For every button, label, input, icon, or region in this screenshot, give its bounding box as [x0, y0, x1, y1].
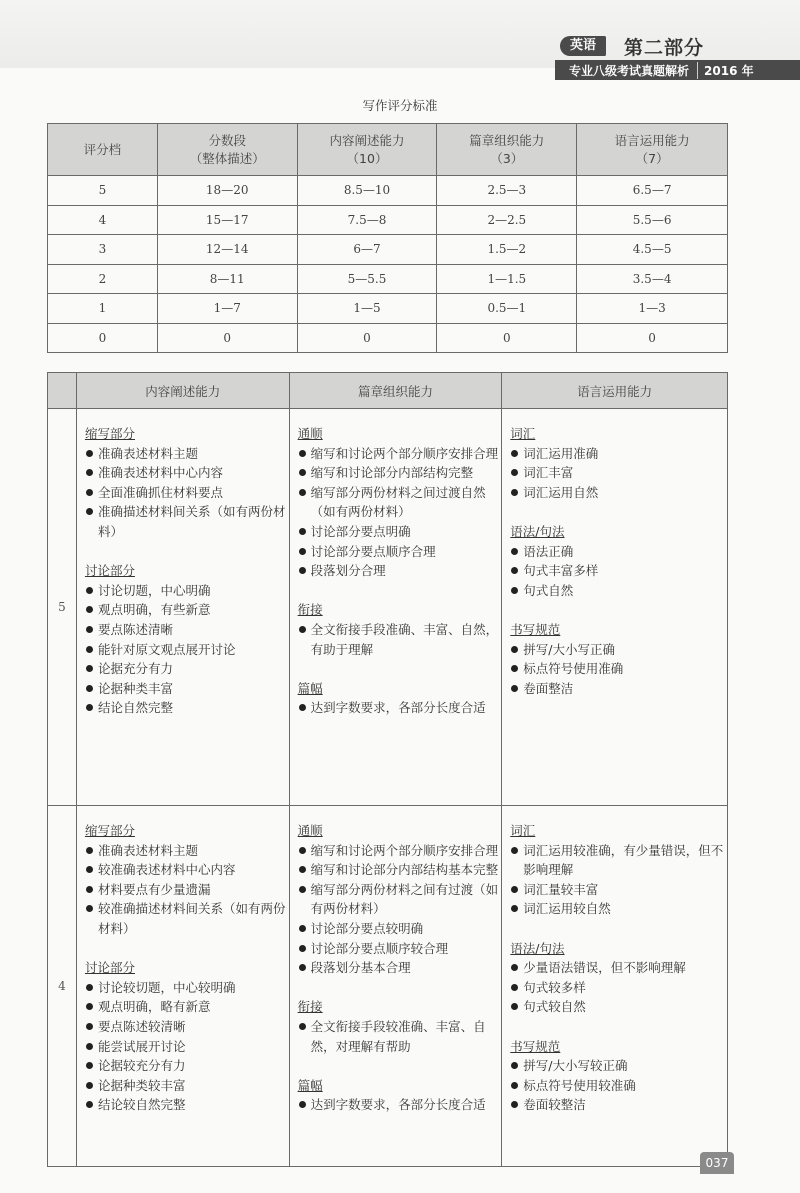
criteria-item-text: 论据较充分有力: [97, 1058, 186, 1074]
scoring-table-cell: 4.5—5: [577, 235, 728, 265]
criteria-item-text: 标点符号使用准确: [523, 661, 624, 677]
content-criteria-cell: [76, 806, 289, 1167]
criteria-item-text: 要点陈述清晰: [97, 621, 173, 637]
criteria-item-text: 卷面较整洁: [523, 1097, 586, 1113]
page-number: 037: [700, 1152, 734, 1174]
criteria-item-text: 全面准确抓住材料要点: [97, 484, 223, 500]
criteria-item-text: 句式丰富多样: [523, 563, 599, 579]
bullet-icon: [299, 704, 306, 711]
criteria-item-text: 较准确描述材料间关系（如有两份材料）: [97, 901, 286, 936]
criteria-item-text: 准确表述材料主题: [97, 842, 198, 858]
criteria-item: [510, 542, 726, 562]
scoring-table-row: [48, 264, 728, 294]
scoring-table-title: 写作评分标准: [362, 98, 438, 113]
scoring-table-cell: 1: [48, 294, 158, 324]
bullet-icon: [299, 925, 306, 932]
scoring-table-cell: 0: [577, 323, 728, 353]
criteria-item: [85, 899, 288, 938]
scoring-table-cell: 7.5—8: [297, 205, 437, 235]
criteria-level: 4: [48, 806, 77, 1167]
criteria-item: [298, 522, 501, 542]
criteria-item: [510, 1076, 726, 1096]
bullet-icon: [86, 1023, 93, 1030]
section-title: 讨论部分: [84, 563, 135, 579]
scoring-table-cell: 18—20: [157, 176, 297, 206]
criteria-item: [85, 679, 288, 699]
criteria-item-text: 词汇丰富: [523, 465, 574, 481]
scoring-table-cell: 1—7: [157, 294, 297, 324]
criteria-item: [85, 1017, 288, 1037]
criteria-item: [85, 841, 288, 861]
criteria-item-text: 讨论部分要点顺序合理: [310, 543, 436, 559]
criteria-level: 5: [48, 409, 77, 806]
section-title: 衔接: [297, 999, 323, 1015]
criteria-item: [85, 1095, 288, 1115]
bullet-icon: [299, 847, 306, 854]
scoring-table-cell: 0: [48, 323, 158, 353]
criteria-item: [510, 640, 726, 660]
scoring-table-cell: 8—11: [157, 264, 297, 294]
criteria-item-text: 词汇量较丰富: [523, 881, 599, 897]
criteria-item-text: 论据种类较丰富: [97, 1077, 186, 1093]
criteria-item-text: 讨论部分要点明确: [310, 523, 411, 539]
bullet-icon: [86, 905, 93, 912]
criteria-item: [298, 1017, 501, 1056]
bullet-icon: [86, 685, 93, 692]
criteria-item: [298, 860, 501, 880]
section-title: 通顺: [297, 823, 323, 838]
criteria-item: [510, 483, 726, 503]
scoring-table-cell: 1—5: [297, 294, 437, 324]
criteria-item: [298, 463, 501, 483]
section-title: 衔接: [297, 602, 323, 618]
criteria-item-text: 准确描述材料间关系（如有两份材料）: [97, 504, 286, 539]
criteria-item-text: 论据种类丰富: [97, 680, 173, 696]
bullet-icon: [299, 945, 306, 952]
criteria-item: [510, 1056, 726, 1076]
criteria-item: [85, 659, 288, 679]
criteria-item: [298, 841, 501, 861]
header-subtitle-bar: [555, 60, 800, 80]
scoring-table-cell: 3: [48, 235, 158, 265]
bullet-icon: [511, 886, 518, 893]
criteria-item: [85, 620, 288, 640]
subject-badge: 英语: [560, 36, 606, 56]
criteria-item: [85, 640, 288, 660]
criteria-item: [298, 561, 501, 581]
bullet-icon: [511, 1082, 518, 1089]
scoring-table-cell: 2.5—3: [437, 176, 577, 206]
criteria-item: [298, 958, 501, 978]
section-title: 通顺: [297, 426, 323, 441]
bullet-icon: [511, 1003, 518, 1010]
criteria-item-text: 结论较自然完整: [97, 1097, 186, 1113]
bullet-icon: [86, 489, 93, 496]
criteria-item-text: 观点明确，有些新意: [97, 602, 211, 618]
section-title: 讨论部分: [84, 960, 135, 976]
criteria-item-text: 语法正确: [523, 543, 574, 559]
criteria-item: [510, 978, 726, 998]
criteria-item: [85, 1037, 288, 1057]
criteria-item-text: 材料要点有少量遗漏: [97, 881, 211, 897]
criteria-item: [510, 997, 726, 1017]
criteria-item-text: 句式自然: [523, 582, 574, 598]
criteria-item: [85, 483, 288, 503]
criteria-item-text: 达到字数要求，各部分长度合适: [310, 1097, 486, 1113]
criteria-item: [298, 444, 501, 464]
bullet-icon: [86, 1043, 93, 1050]
scoring-table-cell: 0.5—1: [437, 294, 577, 324]
criteria-item: [298, 698, 501, 718]
criteria-header-content: 内容阐述能力: [76, 373, 289, 409]
bullet-icon: [86, 1062, 93, 1069]
section-title: 篇幅: [297, 1077, 323, 1093]
criteria-item-text: 准确表述材料主题: [97, 445, 198, 461]
scoring-table-row: [48, 235, 728, 265]
criteria-item: [85, 581, 288, 601]
criteria-item-text: 能尝试展开讨论: [97, 1038, 186, 1054]
scoring-table-header-row: [48, 124, 728, 176]
criteria-item: [85, 1076, 288, 1096]
criteria-item-text: 较准确表述材料中心内容: [97, 862, 236, 878]
scoring-table-cell: 0: [437, 323, 577, 353]
criteria-item: [298, 483, 501, 522]
scoring-table-cell: 8.5—10: [297, 176, 437, 206]
criteria-item: [510, 659, 726, 679]
scoring-table-cell: 15—17: [157, 205, 297, 235]
criteria-item-text: 缩写和讨论两个部分顺序安排合理: [310, 445, 499, 461]
bullet-icon: [86, 606, 93, 613]
bullet-icon: [86, 646, 93, 653]
scoring-table-cell: 5: [48, 176, 158, 206]
criteria-item-text: 全文衔接手段较准确、丰富、自然，对理解有帮助: [310, 1018, 486, 1054]
part-title: 第二部分: [624, 36, 705, 59]
criteria-item: [85, 978, 288, 998]
bullet-icon: [86, 1003, 93, 1010]
criteria-item: [510, 581, 726, 601]
bullet-icon: [86, 1082, 93, 1089]
criteria-item: [85, 600, 288, 620]
criteria-item-text: 缩写部分两份材料之间过渡自然（如有两份材料）: [310, 484, 486, 520]
criteria-item-text: 少量语法错误，但不影响理解: [523, 960, 686, 976]
bullet-icon: [299, 866, 306, 873]
bullet-icon: [86, 984, 93, 991]
bullet-icon: [511, 469, 518, 476]
language-criteria-cell: [502, 409, 728, 806]
criteria-item-text: 达到字数要求，各部分长度合适: [310, 700, 486, 716]
criteria-header-language: 语言运用能力: [502, 373, 728, 409]
criteria-item: [510, 561, 726, 581]
criteria-item-text: 论据充分有力: [97, 661, 173, 677]
criteria-item: [298, 939, 501, 959]
header-level: 评分档: [48, 124, 158, 176]
criteria-item-text: 缩写和讨论部分内部结构完整: [310, 465, 474, 481]
bullet-icon: [511, 489, 518, 496]
scoring-table-cell: 1—3: [577, 294, 728, 324]
bullet-icon: [511, 665, 518, 672]
header-content: 内容阐述能力 （10）: [297, 124, 437, 176]
criteria-item-text: 拼写/大小写正确: [523, 641, 616, 657]
criteria-item: [85, 698, 288, 718]
criteria-item-text: 段落划分基本合理: [310, 960, 411, 976]
criteria-item-text: 标点符号使用较准确: [523, 1077, 636, 1093]
criteria-item-text: 缩写和讨论两个部分顺序安排合理: [310, 842, 499, 858]
scoring-table-cell: 12—14: [157, 235, 297, 265]
bullet-icon: [86, 508, 93, 515]
scoring-table-cell: 5.5—6: [577, 205, 728, 235]
bullet-icon: [299, 567, 306, 574]
criteria-item: [85, 860, 288, 880]
bullet-icon: [511, 964, 518, 971]
bullet-icon: [511, 587, 518, 594]
bullet-icon: [299, 548, 306, 555]
criteria-item: [85, 502, 288, 541]
bullet-icon: [86, 886, 93, 893]
bullet-icon: [511, 685, 518, 692]
header-year: 2016 年: [697, 62, 754, 79]
bullet-icon: [299, 528, 306, 535]
bullet-icon: [299, 489, 306, 496]
scoring-table-row: [48, 323, 728, 353]
bullet-icon: [511, 1062, 518, 1069]
criteria-item-text: 缩写部分两份材料之间有过渡（如有两份材料）: [310, 881, 499, 917]
criteria-header-blank: [48, 373, 77, 409]
scoring-table-cell: 0: [157, 323, 297, 353]
criteria-item-text: 结论自然完整: [97, 700, 173, 716]
section-title: 书写规范: [510, 1038, 561, 1054]
criteria-item: [85, 880, 288, 900]
criteria-item-text: 词汇运用较自然: [523, 901, 611, 917]
bullet-icon: [86, 866, 93, 873]
criteria-item-text: 拼写/大小写较正确: [523, 1058, 628, 1074]
criteria-item: [510, 841, 726, 880]
criteria-item: [510, 679, 726, 699]
header-subtitle: 专业八级考试真题解析: [569, 63, 690, 78]
criteria-item-text: 讨论切题，中心明确: [97, 582, 211, 598]
criteria-item: [298, 542, 501, 562]
bullet-icon: [86, 1101, 93, 1108]
criteria-item-text: 缩写和讨论部分内部结构基本完整: [310, 862, 499, 878]
criteria-item: [510, 463, 726, 483]
criteria-table-header-row: [48, 373, 728, 409]
scoring-table-cell: 6—7: [297, 235, 437, 265]
criteria-item-text: 词汇运用自然: [523, 484, 599, 500]
content-criteria-cell: [76, 409, 289, 806]
bullet-icon: [511, 450, 518, 457]
bullet-icon: [511, 984, 518, 991]
bullet-icon: [86, 704, 93, 711]
bullet-icon: [299, 469, 306, 476]
scoring-table-cell: 1.5—2: [437, 235, 577, 265]
criteria-item-text: 要点陈述较清晰: [97, 1018, 186, 1034]
criteria-item: [510, 880, 726, 900]
bullet-icon: [299, 964, 306, 971]
section-title: 书写规范: [510, 621, 561, 637]
section-title: 词汇: [510, 426, 536, 441]
section-title: 语法/句法: [510, 523, 565, 539]
bullet-icon: [86, 450, 93, 457]
criteria-row: [48, 409, 728, 806]
header-score-range: 分数段 （整体描述）: [157, 124, 297, 176]
bullet-icon: [511, 567, 518, 574]
criteria-item: [510, 958, 726, 978]
bullet-icon: [299, 450, 306, 457]
criteria-item-text: 词汇运用较准确，有少量错误，但不影响理解: [523, 842, 724, 878]
bullet-icon: [299, 1101, 306, 1108]
criteria-item: [85, 463, 288, 483]
criteria-item: [85, 1056, 288, 1076]
section-title: 篇幅: [297, 680, 323, 696]
header-title-line: [560, 34, 704, 58]
scoring-table-cell: 3.5—4: [577, 264, 728, 294]
criteria-item: [510, 899, 726, 919]
scoring-table-cell: 0: [297, 323, 437, 353]
criteria-item-text: 观点明确，略有新意: [97, 999, 211, 1015]
bullet-icon: [511, 548, 518, 555]
scoring-table-cell: 2: [48, 264, 158, 294]
criteria-table: [47, 372, 728, 1167]
criteria-item-text: 句式较自然: [523, 999, 586, 1015]
criteria-item-text: 段落划分合理: [310, 563, 386, 579]
criteria-item-text: 句式较多样: [523, 979, 586, 995]
criteria-header-organization: 篇章组织能力: [289, 373, 502, 409]
bullet-icon: [86, 469, 93, 476]
scoring-table-cell: 2—2.5: [437, 205, 577, 235]
bullet-icon: [86, 847, 93, 854]
bullet-icon: [511, 847, 518, 854]
bullet-icon: [511, 1101, 518, 1108]
organization-criteria-cell: [289, 806, 502, 1167]
criteria-item-text: 准确表述材料中心内容: [97, 465, 223, 481]
section-title: 语法/句法: [510, 940, 565, 956]
scoring-table-cell: 1—1.5: [437, 264, 577, 294]
criteria-item: [298, 1095, 501, 1115]
criteria-item-text: 词汇运用准确: [523, 445, 599, 461]
organization-criteria-cell: [289, 409, 502, 806]
language-criteria-cell: [502, 806, 728, 1167]
criteria-item: [298, 620, 501, 659]
scoring-table-cell: 4: [48, 205, 158, 235]
criteria-item-text: 讨论部分要点较明确: [310, 920, 424, 936]
scoring-table-cell: 5—5.5: [297, 264, 437, 294]
criteria-row: [48, 806, 728, 1167]
criteria-item-text: 讨论部分要点顺序较合理: [310, 940, 449, 956]
section-title: 缩写部分: [84, 823, 135, 838]
criteria-item: [85, 444, 288, 464]
criteria-item: [298, 919, 501, 939]
criteria-item: [510, 1095, 726, 1115]
criteria-item: [85, 997, 288, 1017]
scoring-table-row: [48, 205, 728, 235]
scoring-table: [47, 123, 728, 353]
section-title: 词汇: [510, 823, 536, 838]
bullet-icon: [299, 626, 306, 633]
bullet-icon: [86, 626, 93, 633]
bullet-icon: [299, 886, 306, 893]
bullet-icon: [86, 665, 93, 672]
bullet-icon: [86, 587, 93, 594]
bullet-icon: [299, 1023, 306, 1030]
criteria-item-text: 全文衔接手段准确、丰富、自然，有助于理解: [310, 621, 499, 657]
criteria-item-text: 能针对原文观点展开讨论: [97, 641, 236, 657]
header-organization: 篇章组织能力 （3）: [437, 124, 577, 176]
criteria-item-text: 讨论较切题，中心较明确: [97, 979, 236, 995]
bullet-icon: [511, 646, 518, 653]
scoring-table-row: [48, 294, 728, 324]
scoring-table-row: [48, 176, 728, 206]
header-language: 语言运用能力 （7）: [577, 124, 728, 176]
criteria-item-text: 卷面整洁: [523, 680, 574, 696]
bullet-icon: [511, 905, 518, 912]
scoring-table-cell: 6.5—7: [577, 176, 728, 206]
section-title: 缩写部分: [84, 426, 135, 441]
criteria-item: [510, 444, 726, 464]
criteria-item: [298, 880, 501, 919]
